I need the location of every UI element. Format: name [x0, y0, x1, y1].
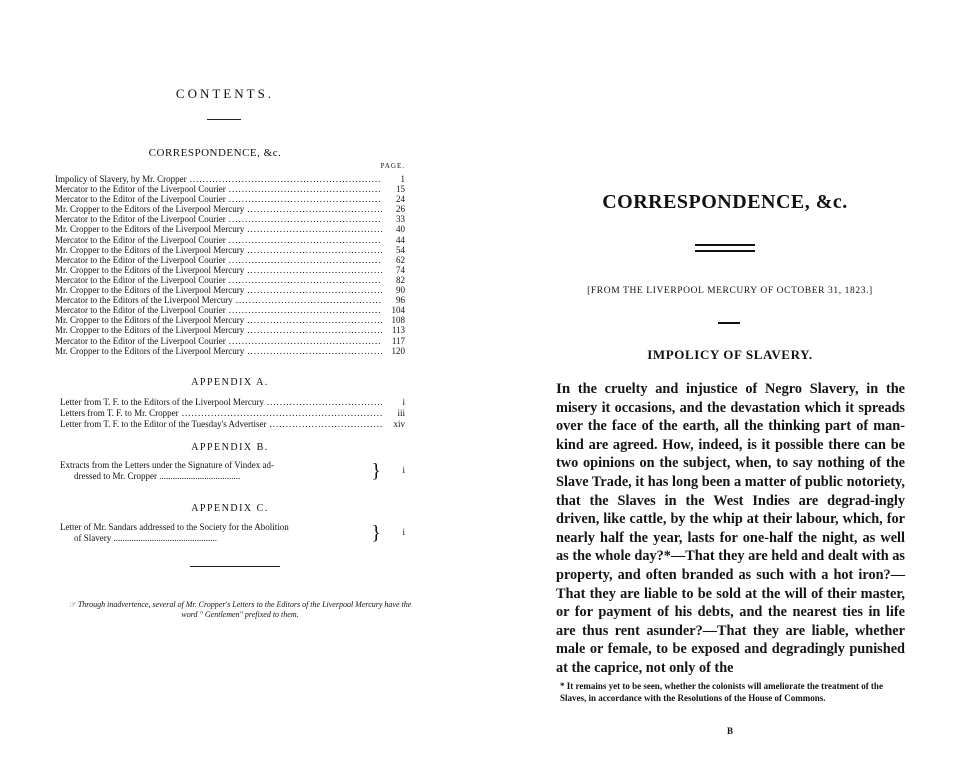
- leader-dots: [247, 346, 382, 356]
- inadvertence-note: ☞ Through inadvertence, several of Mr. Cropper's Letters to the Editors of the Liverpool Mercury have the word " Gentlemen" prefixed to them.: [68, 600, 412, 619]
- toc-entry-page: 40: [396, 224, 405, 235]
- toc-entry-page: 62: [396, 254, 405, 265]
- toc-entry: [55, 295, 405, 305]
- toc-entry: [55, 336, 405, 346]
- article-heading: IMPOLICY OF SLAVERY.: [647, 347, 813, 362]
- appendix-a-list: [60, 397, 405, 430]
- toc-entry: [55, 255, 405, 265]
- toc-entry: [55, 285, 405, 295]
- short-rule: [718, 322, 740, 324]
- leader-dots: [247, 265, 382, 275]
- appendix-a-entry: [60, 419, 405, 430]
- appendix-a-entry-page: i: [402, 397, 405, 407]
- leader-dots: [247, 315, 382, 325]
- toc-entry-title: Mercator to the Editor of the Liverpool Courier: [55, 335, 226, 346]
- toc-entry-page: 82: [396, 274, 405, 285]
- toc-entry-title: Mr. Cropper to the Editors of the Liverpool Mercury: [55, 345, 245, 356]
- appendix-c-heading: APPENDIX C.: [191, 503, 269, 514]
- section-rule: [190, 566, 280, 567]
- page-column-header: PAGE.: [380, 162, 405, 170]
- contents-subtitle: CORRESPONDENCE, &c.: [148, 147, 282, 159]
- toc-entry: [55, 184, 405, 194]
- appendix-c-entry: [60, 522, 405, 543]
- toc-entry-title: Mercator to the Editor of the Liverpool Courier: [55, 214, 226, 225]
- toc-entry-page: 26: [396, 204, 405, 215]
- toc-entry: [55, 214, 405, 224]
- toc-entry: [55, 245, 405, 255]
- toc-entry-page: 33: [396, 214, 405, 225]
- toc-entry: [55, 305, 405, 315]
- toc-entry: [55, 224, 405, 234]
- leader-dots: [229, 235, 382, 245]
- leader-dots: [229, 275, 382, 285]
- toc-entry-title: Impolicy of Slavery, by Mr. Cropper: [55, 174, 187, 184]
- toc-entry: [55, 235, 405, 245]
- appendix-b-line-1: Extracts from the Letters under the Signature of Vindex ad-: [60, 460, 274, 470]
- appendix-a-entry-page: xiv: [393, 419, 405, 429]
- leader-dots: [247, 245, 382, 255]
- appendix-b-heading: APPENDIX B.: [191, 442, 269, 453]
- appendix-a-heading: APPENDIX A.: [191, 377, 269, 388]
- leader-dots: [247, 224, 382, 234]
- toc-entry: [55, 265, 405, 275]
- toc-entry: [55, 315, 405, 325]
- leader-dots: [190, 174, 382, 184]
- article-body: [556, 380, 905, 678]
- toc-entry-title: Mr. Cropper to the Editors of the Liverpool Mercury: [55, 315, 245, 326]
- left-page: [0, 0, 480, 758]
- toc-entry-page: 54: [396, 244, 405, 255]
- leader-dots: [267, 397, 382, 408]
- leader-dots: [247, 325, 382, 335]
- toc-entry-page: 24: [396, 194, 405, 205]
- toc-entry-title: Mercator to the Editor of the Liverpool Courier: [55, 184, 226, 195]
- toc-entry-page: 117: [391, 335, 405, 346]
- footnote: * It remains yet to be seen, whether the colonists will ameliorate the treatment of the Slaves, in accordance with the Resolutions of the House of Commons.: [560, 681, 883, 703]
- toc-entry-title: Mr. Cropper to the Editors of the Liverpool Mercury: [55, 264, 245, 275]
- appendix-a-entry: [60, 408, 405, 419]
- appendix-a-entry-title: Letters from T. F. to Mr. Cropper: [60, 408, 179, 418]
- body-text: the cruelty and injustice of Negro Slavery, in the misery it occasions, and the devastation which it spreads over the face of the earth, all the thinking part of man-kind are agreed. How, indeed, is it possible there can be two opinions on the subject, when, to say nothing of the Slave Trade, it has long been a matter of public notoriety, that the Slaves in the West Indies are degrad-ingly driven, like cattle, by the whip at their labour, which, for nearly half the year, lasts for one-half the night, as well as the whole day?*—That they are held and dealt with as property, and often branded as such with a hot iron?—That they are liable to be sold at the will of their master, or for payment of his debts, and the nearest ties in life are thus rent asunder?—That they are liable, whether male or female, to be exposed and degradingly punished at the caprice, not only of the: [556, 381, 905, 676]
- appendix-c-line-1: Letter of Mr. Sandars addressed to the Society for the Abolition: [60, 522, 289, 532]
- drop-cap: In: [556, 381, 571, 397]
- toc-entry-title: Mercator to the Editor of the Liverpool Courier: [55, 274, 226, 285]
- toc-entry: [55, 194, 405, 204]
- signature-mark: B: [726, 726, 733, 736]
- toc-entry-page: 15: [396, 184, 405, 195]
- toc-entry-page: 104: [391, 305, 405, 316]
- leader-dots: [229, 214, 382, 224]
- leader-dots: [270, 419, 382, 430]
- toc-entry-title: Mercator to the Editor of the Liverpool Courier: [55, 305, 226, 316]
- appendix-a-entry-title: Letter from T. F. to the Editors of the Liverpool Mercury: [60, 397, 264, 407]
- leader-dots: [229, 336, 382, 346]
- toc-entry-page: 113: [391, 325, 405, 336]
- right-page: [490, 0, 980, 758]
- brace-icon: }: [371, 459, 381, 482]
- toc-entry-page: 90: [396, 285, 405, 296]
- leader-dots: [236, 295, 382, 305]
- appendix-c-line-2: of Slavery ..............................................: [74, 532, 217, 543]
- toc-entry-title: Mr. Cropper to the Editors of the Liverpool Mercury: [55, 285, 245, 296]
- toc-entry-title: Mr. Cropper to the Editors of the Liverpool Mercury: [55, 224, 245, 235]
- toc-entry: [55, 174, 405, 184]
- toc-entry-page: 44: [396, 234, 405, 245]
- toc-entry-page: 120: [391, 345, 405, 356]
- correspondence-title: CORRESPONDENCE, &c.: [602, 191, 848, 213]
- toc-entry: [55, 346, 405, 356]
- brace-icon: }: [371, 521, 381, 544]
- title-rule: [207, 119, 241, 120]
- appendix-a-entry-title: Letter from T. F. to the Editor of the Tuesday's Advertiser: [60, 419, 267, 429]
- toc-entry-title: Mr. Cropper to the Editors of the Liverpool Mercury: [55, 204, 245, 215]
- leader-dots: [229, 255, 382, 265]
- double-rule: [695, 244, 755, 252]
- leader-dots: [182, 408, 382, 419]
- toc-entry-title: Mercator to the Editor of the Liverpool Courier: [55, 234, 226, 245]
- appendix-a-entry: [60, 397, 405, 408]
- source-line: [FROM THE LIVERPOOL MERCURY OF OCTOBER 31, 1823.]: [587, 286, 873, 296]
- contents-title: CONTENTS.: [175, 86, 275, 101]
- toc-entry-title: Mercator to the Editors of the Liverpool Mercury: [55, 295, 233, 306]
- leader-dots: [247, 285, 382, 295]
- appendix-b-entry: [60, 460, 405, 481]
- toc-entry-page: 96: [396, 295, 405, 306]
- leader-dots: [229, 194, 382, 204]
- appendix-b-page: i: [402, 465, 405, 476]
- appendix-b-line-2: dressed to Mr. Cropper ....................................: [74, 470, 241, 481]
- toc-entry-page: 1: [400, 174, 405, 184]
- toc-entry-page: 74: [396, 264, 405, 275]
- leader-dots: [229, 184, 382, 194]
- toc-entry-title: Mercator to the Editor of the Liverpool Courier: [55, 194, 226, 205]
- toc-entry-title: Mr. Cropper to the Editors of the Liverpool Mercury: [55, 325, 245, 336]
- appendix-c-page: i: [402, 527, 405, 538]
- toc-entry: [55, 275, 405, 285]
- toc-list: [55, 174, 405, 356]
- leader-dots: [229, 305, 382, 315]
- toc-entry-title: Mr. Cropper to the Editors of the Liverpool Mercury: [55, 244, 245, 255]
- toc-entry: [55, 204, 405, 214]
- appendix-a-entry-page: iii: [397, 408, 405, 418]
- toc-entry-title: Mercator to the Editor of the Liverpool Courier: [55, 254, 226, 265]
- leader-dots: [247, 204, 382, 214]
- toc-entry-page: 108: [391, 315, 405, 326]
- toc-entry: [55, 325, 405, 335]
